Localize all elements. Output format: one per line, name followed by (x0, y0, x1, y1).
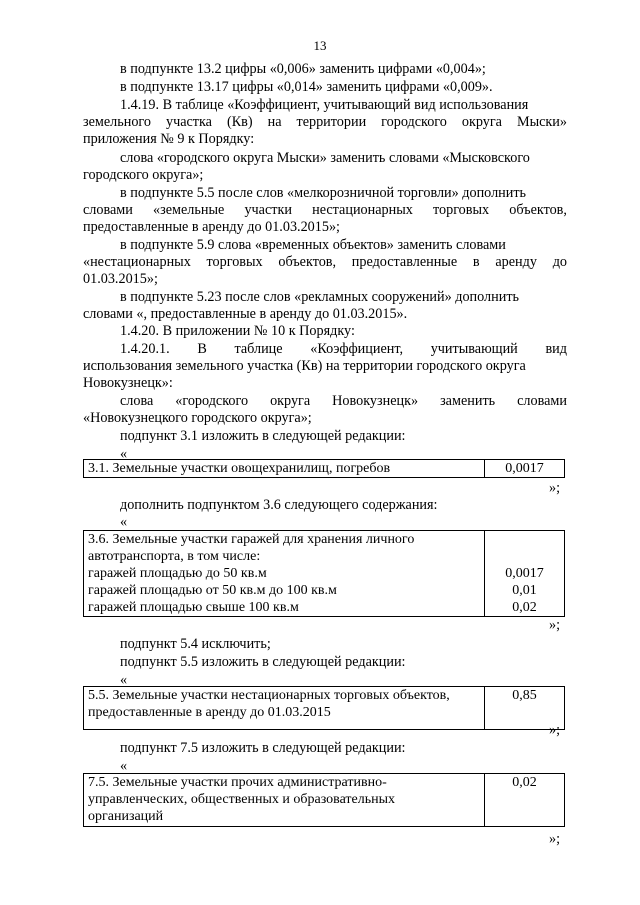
paragraph-3-1-intro: подпункт 3.1 изложить в следующей редакции: (120, 428, 406, 444)
page-number: 13 (313, 38, 327, 53)
table-line: 7.5. Земельные участки прочих административно- (88, 775, 387, 790)
table-value-line (485, 531, 564, 548)
table-value-line: 0,02 (512, 600, 537, 615)
paragraph-1-4-20-1-line1: 1.4.20.1. В таблице «Коэффициент, учитывающий вид (120, 341, 567, 357)
quote-open-3: « (120, 672, 128, 688)
table-value-line (485, 548, 564, 565)
table-cell-value (485, 531, 565, 617)
paragraph-5-9-line3: 01.03.2015»; (83, 271, 158, 287)
table-7-5 (83, 773, 565, 827)
table-line: гаражей площадью до 50 кв.м (88, 566, 267, 581)
quote-close-4: »; (549, 831, 561, 847)
table-cell-value: 0,85 (485, 687, 565, 730)
paragraph-5-9-line2: «нестационарных торговых объектов, предоставленные в аренду до (83, 254, 567, 270)
table-row (84, 774, 565, 827)
table-3-6 (83, 530, 565, 617)
table-line: организаций (88, 809, 164, 824)
paragraph-5-5-line2: словами «земельные участки нестационарных торговых объектов, (83, 202, 567, 218)
paragraph-words-line1: слова «городского округа Мыски» заменить словами «Мысковского (120, 150, 530, 166)
table-row (84, 460, 565, 478)
paragraph-5-5-line3: предоставленные в аренду до 01.03.2015»; (83, 219, 341, 235)
table-cell-text (84, 531, 485, 617)
paragraph-words-line2: городского округа»; (83, 167, 204, 183)
table-5-5 (83, 686, 565, 730)
paragraph-5-5-line1: в подпункте 5.5 после слов «мелкорозничной торговли» дополнить (120, 185, 527, 201)
paragraph-1-4-20-1-line2: использования земельного участка (Кв) на территории городского округа (83, 358, 526, 374)
table-row (84, 687, 565, 730)
paragraph-1-4-19-line1: 1.4.19. В таблице «Коэффициент, учитывающий вид использования (120, 97, 529, 113)
table-value-line: 0,0017 (505, 566, 544, 581)
paragraph-13-2: в подпункте 13.2 цифры «0,006» заменить цифрами «0,004»; (120, 61, 486, 77)
paragraph-1-4-19-line2: земельного участка (Кв) на территории городского округа Мыски» (83, 114, 567, 130)
table-cell-text (84, 687, 485, 730)
paragraph-13-17: в подпункте 13.17 цифры «0,014» заменить цифрами «0,009». (120, 79, 493, 95)
table-line: гаражей площадью от 50 кв.м до 100 кв.м (88, 583, 337, 598)
paragraph-novokuznetsk-line2: «Новокузнецкого городского округа»; (83, 410, 312, 426)
table-line: 5.5. Земельные участки нестационарных торговых объектов, (88, 688, 450, 703)
paragraph-5-23-line1: в подпункте 5.23 после слов «рекламных сооружений» дополнить (120, 289, 519, 305)
paragraph-5-9-line1: в подпункте 5.9 слова «временных объектов» заменить словами (120, 237, 506, 253)
table-value-line: 0,01 (512, 583, 537, 598)
table-line: управленческих, общественных и образовательных (88, 792, 396, 807)
table-cell-text (84, 774, 485, 827)
table-cell-value: 0,02 (485, 774, 565, 827)
quote-close-2: »; (549, 617, 561, 633)
paragraph-5-5-intro: подпункт 5.5 изложить в следующей редакции: (120, 654, 406, 670)
quote-open-2: « (120, 514, 128, 530)
paragraph-1-4-20-1-line3: Новокузнецк»: (83, 375, 173, 391)
table-cell-value: 0,0017 (485, 460, 565, 478)
table-line: предоставленные в аренду до 01.03.2015 (88, 705, 331, 720)
quote-close-3: »; (549, 722, 561, 738)
quote-open-4: « (120, 758, 128, 774)
table-cell-text: 3.1. Земельные участки овощехранилищ, погребов (84, 460, 485, 478)
table-line: гаражей площадью свыше 100 кв.м (88, 600, 299, 615)
quote-close-1: »; (549, 480, 561, 496)
table-line: автотранспорта, в том числе: (88, 549, 261, 564)
paragraph-3-6-intro: дополнить подпунктом 3.6 следующего содержания: (120, 497, 438, 513)
paragraph-1-4-20: 1.4.20. В приложении № 10 к Порядку: (120, 323, 355, 339)
paragraph-novokuznetsk-line1: слова «городского округа Новокузнецк» заменить словами (120, 393, 567, 409)
table-3-1 (83, 459, 565, 478)
paragraph-5-23-line2: словами «, предоставленные в аренду до 01.03.2015». (83, 306, 408, 322)
quote-open-1: « (120, 446, 128, 462)
paragraph-5-4-excluded: подпункт 5.4 исключить; (120, 636, 271, 652)
table-line: 3.6. Земельные участки гаражей для хранения личного (88, 532, 415, 547)
paragraph-1-4-19-line3: приложения № 9 к Порядку: (83, 131, 255, 147)
paragraph-7-5-intro: подпункт 7.5 изложить в следующей редакции: (120, 740, 406, 756)
table-row (84, 531, 565, 617)
